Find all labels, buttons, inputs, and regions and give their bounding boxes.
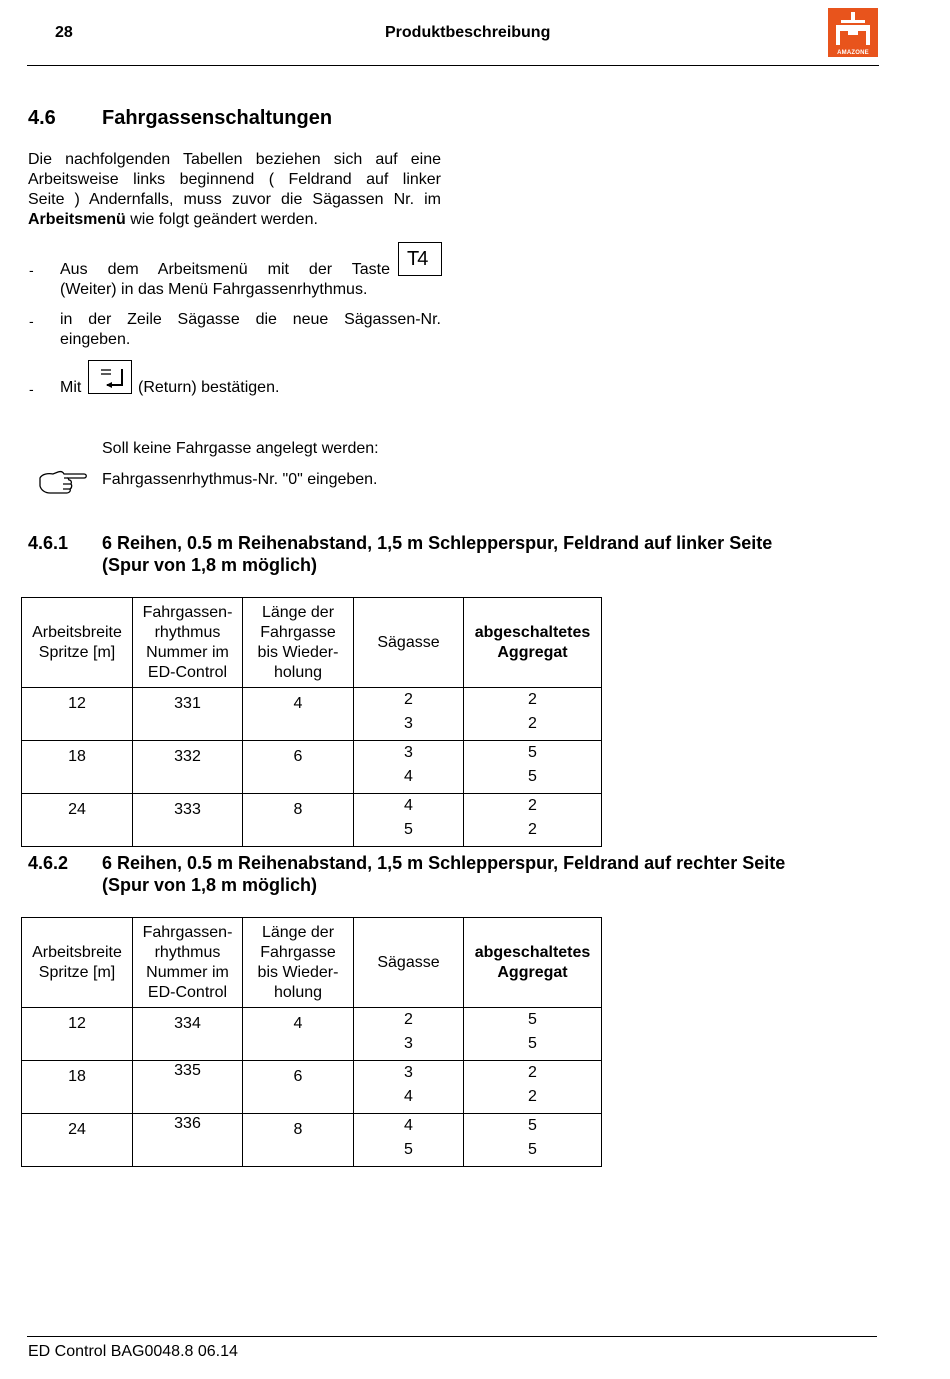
t4-key (398, 242, 442, 276)
bullet-dash-1: - (29, 262, 34, 278)
text-line: Länge der (261, 603, 335, 621)
text-line: Spritze [m] (38, 963, 116, 981)
header-arbeitsbreite (22, 918, 133, 1008)
bullet-3-after: (Return) bestätigen. (138, 379, 280, 396)
text-line: rhythmus (154, 943, 221, 961)
intro-line-2: Arbeitsweise links beginnend ( Feldrand auf linker (28, 171, 441, 188)
text-line: 3 (404, 744, 413, 761)
footer-text: ED Control BAG0048.8 06.14 (28, 1343, 238, 1360)
cell-rhythmus: 333 (133, 794, 243, 847)
header-laenge (243, 598, 354, 688)
page-number: 28 (55, 24, 73, 41)
cell-saegasse (354, 1061, 464, 1114)
cell-breite: 24 (22, 1114, 133, 1167)
text-line: 4 (404, 1087, 413, 1105)
cell-rhythmus: 331 (133, 688, 243, 741)
text-line: holung (273, 983, 323, 1001)
text-line: bis Wieder- (257, 963, 339, 981)
cell-aggregat (464, 794, 602, 847)
table-row (22, 1008, 602, 1061)
text-line: Arbeitsbreite (32, 943, 122, 961)
cell-breite: 12 (22, 1008, 133, 1061)
intro-tail: wie folgt geändert werden. (125, 211, 318, 228)
cell-aggregat (464, 1061, 602, 1114)
bullet-1-line-1: Aus dem Arbeitsmenü mit der Taste (60, 261, 390, 278)
bullet-3-before: Mit (60, 379, 82, 396)
text-line: Fahrgasse (260, 943, 336, 961)
amazone-logo (828, 8, 878, 57)
note-line-2: Fahrgassenrhythmus-Nr. "0" eingeben. (102, 471, 378, 488)
text-line: 5 (528, 1140, 537, 1158)
text-line: holung (273, 663, 323, 681)
cell-aggregat (464, 1008, 602, 1061)
text-line: Fahrgassen- (142, 603, 233, 621)
text-line: Fahrgasse (260, 623, 336, 641)
cell-breite: 18 (22, 1061, 133, 1114)
text-line: 2 (528, 1087, 537, 1105)
cell-saegasse (354, 688, 464, 741)
text-line: 5 (404, 1140, 413, 1158)
text-line: Sägasse (377, 633, 440, 651)
logo-emblem-icon (828, 8, 878, 48)
header-saegasse (354, 918, 464, 1008)
cell-saegasse (354, 794, 464, 847)
text-line: Sägasse (377, 953, 440, 971)
cell-rhythmus: 336 (133, 1114, 243, 1167)
text-line: Nummer im (146, 643, 229, 661)
pointing-hand-icon (36, 468, 90, 498)
table-1-header-row (22, 598, 602, 688)
text-line: 5 (404, 820, 413, 838)
header-fahrgassenrhythmus (133, 918, 243, 1008)
text-line: 5 (528, 744, 537, 761)
section-title: Fahrgassenschaltungen (102, 107, 333, 129)
header-laenge (243, 918, 354, 1008)
text-line: 3 (404, 714, 413, 732)
cell-rhythmus: 335 (133, 1061, 243, 1114)
text-line: 5 (528, 1034, 537, 1052)
text-line: Aggregat (497, 643, 568, 661)
text-line: Fahrgassen- (142, 923, 233, 941)
intro-line-4 (28, 210, 441, 230)
return-key-icon (89, 361, 131, 393)
header-fahrgassenrhythmus (133, 598, 243, 688)
text-line: 2 (528, 691, 537, 708)
text-line: 2 (404, 1011, 413, 1028)
table-row (22, 741, 602, 794)
logo-text: AMAZONE (837, 50, 869, 56)
text-line: 5 (528, 1011, 537, 1028)
text-line: Spritze [m] (38, 643, 116, 661)
cell-laenge: 8 (243, 794, 354, 847)
return-key (88, 360, 132, 394)
table-2 (21, 917, 602, 1167)
text-line: ED-Control (147, 983, 228, 1001)
header-aggregat (464, 918, 602, 1008)
intro-bold-term: Arbeitsmenü (28, 211, 126, 228)
text-line: 5 (528, 1117, 537, 1134)
text-line: 2 (528, 797, 537, 814)
cell-aggregat (464, 741, 602, 794)
table-row (22, 794, 602, 847)
table-1-title-line-1: 6 Reihen, 0.5 m Reihenabstand, 1,5 m Schlepperspur, Feldrand auf linker Seite (102, 533, 773, 553)
text-line: Arbeitsbreite (32, 623, 122, 641)
t4-key-label: T4 (407, 248, 427, 270)
cell-aggregat (464, 1114, 602, 1167)
header-title: Produktbeschreibung (385, 24, 551, 41)
cell-rhythmus: 334 (133, 1008, 243, 1061)
cell-aggregat (464, 688, 602, 741)
table-2-number: 4.6.2 (28, 853, 69, 873)
table-2-header-row (22, 918, 602, 1008)
cell-saegasse (354, 741, 464, 794)
text-line: Aggregat (497, 963, 568, 981)
text-line: abgeschaltetes (474, 943, 591, 961)
bullet-1-line-2: (Weiter) in das Menü Fahrgassenrhythmus. (60, 281, 368, 298)
intro-line-1: Die nachfolgenden Tabellen beziehen sich auf eine (28, 151, 441, 168)
text-line: 2 (528, 820, 537, 838)
table-1-title-line-2: (Spur von 1,8 m möglich) (102, 555, 318, 575)
table-1-number: 4.6.1 (28, 533, 69, 553)
header-arbeitsbreite (22, 598, 133, 688)
section-number: 4.6 (28, 107, 56, 129)
header-saegasse (354, 598, 464, 688)
cell-laenge: 4 (243, 688, 354, 741)
text-line: 5 (528, 767, 537, 785)
cell-saegasse (354, 1008, 464, 1061)
text-line: 2 (528, 714, 537, 732)
footer-rule (27, 1336, 877, 1337)
cell-laenge: 8 (243, 1114, 354, 1167)
text-line: 4 (404, 767, 413, 785)
cell-breite: 18 (22, 741, 133, 794)
cell-saegasse (354, 1114, 464, 1167)
bullet-dash-2: - (29, 313, 34, 329)
table-row (22, 1061, 602, 1114)
intro-paragraph (28, 150, 441, 230)
cell-breite: 12 (22, 688, 133, 741)
text-line: Nummer im (146, 963, 229, 981)
bullet-dash-3: - (29, 381, 34, 397)
table-row (22, 688, 602, 741)
table-2-title-line-2: (Spur von 1,8 m möglich) (102, 875, 318, 895)
table-1 (21, 597, 602, 847)
note-line-1: Soll keine Fahrgasse angelegt werden: (102, 440, 379, 457)
table-2-title-line-1: 6 Reihen, 0.5 m Reihenabstand, 1,5 m Schlepperspur, Feldrand auf rechter Seite (102, 853, 786, 873)
cell-laenge: 6 (243, 741, 354, 794)
header-rule (27, 65, 879, 66)
text-line: 4 (404, 1117, 413, 1134)
text-line: 4 (404, 797, 413, 814)
text-line: 2 (404, 691, 413, 708)
bullet-2-line-1: in der Zeile Sägasse die neue Sägassen-Nr. (60, 311, 441, 328)
bullet-2-line-2: eingeben. (60, 331, 131, 348)
text-line: 3 (404, 1064, 413, 1081)
text-line: 3 (404, 1034, 413, 1052)
text-line: Länge der (261, 923, 335, 941)
text-line: abgeschaltetes (474, 623, 591, 641)
cell-laenge: 6 (243, 1061, 354, 1114)
text-line: rhythmus (154, 623, 221, 641)
text-line: 2 (528, 1064, 537, 1081)
table-row (22, 1114, 602, 1167)
cell-rhythmus: 332 (133, 741, 243, 794)
text-line: ED-Control (147, 663, 228, 681)
text-line: bis Wieder- (257, 643, 339, 661)
intro-line-3: Seite ) Andernfalls, muss zuvor die Sägassen Nr. im (28, 191, 441, 208)
cell-breite: 24 (22, 794, 133, 847)
cell-laenge: 4 (243, 1008, 354, 1061)
header-aggregat (464, 598, 602, 688)
